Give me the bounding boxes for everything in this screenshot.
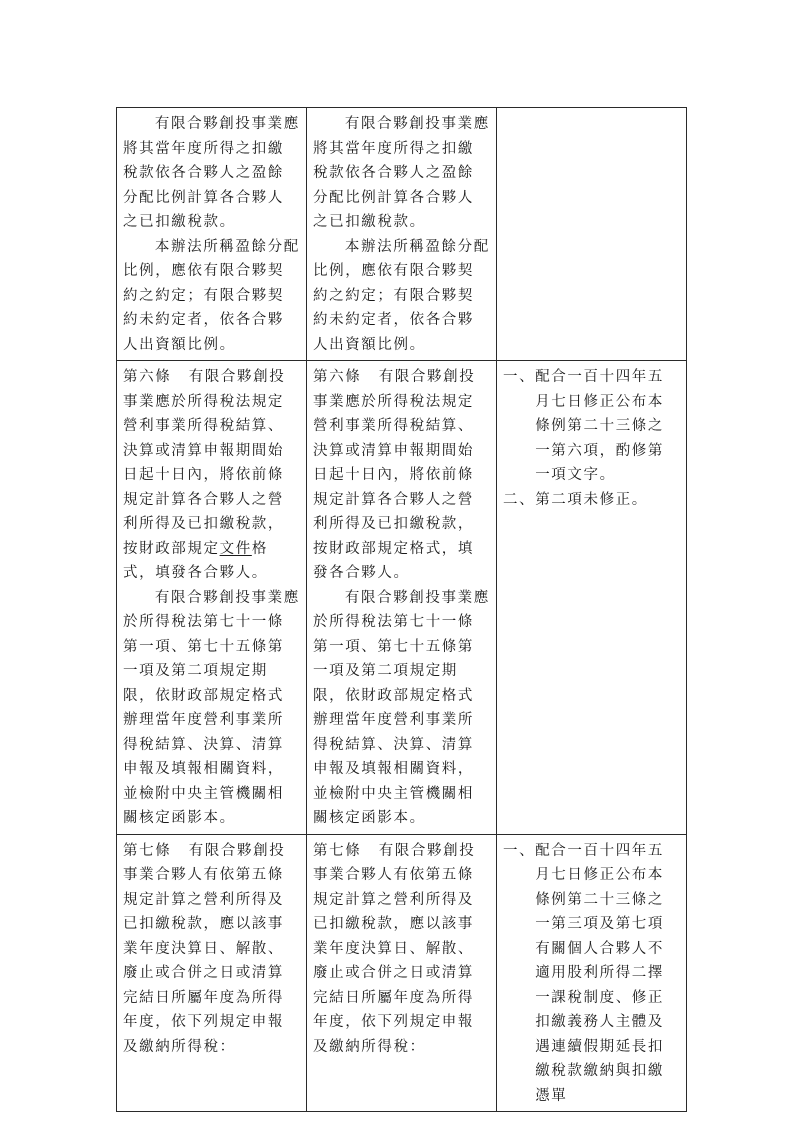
amended-text-cell [117,834,307,1112]
amended-text-cell [117,361,307,835]
explanation-cell [497,834,687,1112]
explanation-cell [497,361,687,835]
article-number: 第六條 [313,369,362,385]
paragraph: 有限合夥創投事業應於所得稅法第七十一條第一項、第七十五條第一項及第二項規定期限，依財政部規定格式辦理當年度營利事業所得稅結算、決算、清算申報及填報相關資料，並檢附中央主管機關相關核定函影本。 [123,589,300,826]
explanation-cell [497,108,687,361]
note-item [503,488,680,513]
current-text-cell [307,108,497,361]
paragraph: 有限合夥創投事業應於所得稅法第七十一條第一項、第七十五條第一項及第二項規定期限，依財政部規定格式辦理當年度營利事業所得稅結算、決算、清算申報及填報相關資料，並檢附中央主管機關相關核定函影本。 [313,589,490,826]
paragraph-text: 有限合夥創投事業合夥人有依第五條規定計算之營利所得及已扣繳稅款，應以該事業年度決算日、解散、廢止或合併之日或清算完結日所屬年度為所得年度，依下列規定申報及繳納所得稅： [313,842,476,1055]
table-row [117,108,687,361]
paragraph-text: 格式，填發各合夥人。 [123,540,268,581]
note-number: 一、 [503,842,536,859]
note-text: 配合一百十四年五月七日修正公布本條例第二十三條之一第三項及第七項有關個人合夥人不適用股利所得二擇一課稅制度、修正扣繳義務人主體及遇連續假期延長扣繳稅款繳納與扣繳憑單 [535,842,665,1104]
amended-text-cell [117,108,307,361]
current-text-cell [307,361,497,835]
article-number: 第七條 [123,842,172,859]
paragraph: 本辦法所稱盈餘分配比例，應依有限合夥契約之約定；有限合夥契約未約定者，依各合夥人出資額比例。 [123,238,300,353]
paragraph-text: 有限合夥創投事業合夥人有依第五條規定計算之營利所得及已扣繳稅款，應以該事業年度決算日、解散、廢止或合併之日或清算完結日所屬年度為所得年度，依下列規定申報及繳納所得稅： [123,842,286,1055]
current-text-cell [307,834,497,1112]
comparison-table [116,107,687,1112]
table-row [117,361,687,835]
paragraph-text: 有限合夥創投事業應於所得稅法規定營利事業所得稅結算、決算或清算申報期間始日起十日內，將依前條規定計算各合夥人之營利所得及已扣繳稅款，按財政部規定格式，填發各合夥人。 [313,369,476,581]
article-first-paragraph [313,839,490,1060]
note-item [503,839,680,1109]
note-number: 一、 [503,369,536,385]
article-first-paragraph [123,365,300,586]
note-item [503,365,680,488]
paragraph: 本辦法所稱盈餘分配比例，應依有限合夥契約之約定；有限合夥契約未約定者，依各合夥人出資額比例。 [313,238,490,353]
article-number: 第七條 [313,842,362,859]
paragraph: 有限合夥創投事業應將其當年度所得之扣繳稅款依各合夥人之盈餘分配比例計算各合夥人之已扣繳稅款。 [123,116,300,230]
paragraph-text: 有限合夥創投事業應於所得稅法規定營利事業所得稅結算、決算或清算申報期間始日起十日內，將依前條規定計算各合夥人之營利所得及已扣繳稅款，按財政部規定 [123,369,286,557]
article-number: 第六條 [123,369,172,385]
table-row [117,834,687,1112]
paragraph: 有限合夥創投事業應將其當年度所得之扣繳稅款依各合夥人之盈餘分配比例計算各合夥人之已扣繳稅款。 [313,116,490,230]
article-first-paragraph [313,365,490,586]
amended-underlined-text: 文件 [219,540,252,557]
note-text: 配合一百十四年五月七日修正公布本條例第二十三條之一第六項，酌修第一項文字。 [535,369,665,483]
note-number: 二、 [503,491,536,508]
article-first-paragraph [123,839,300,1060]
note-text: 第二項未修正。 [535,491,648,508]
